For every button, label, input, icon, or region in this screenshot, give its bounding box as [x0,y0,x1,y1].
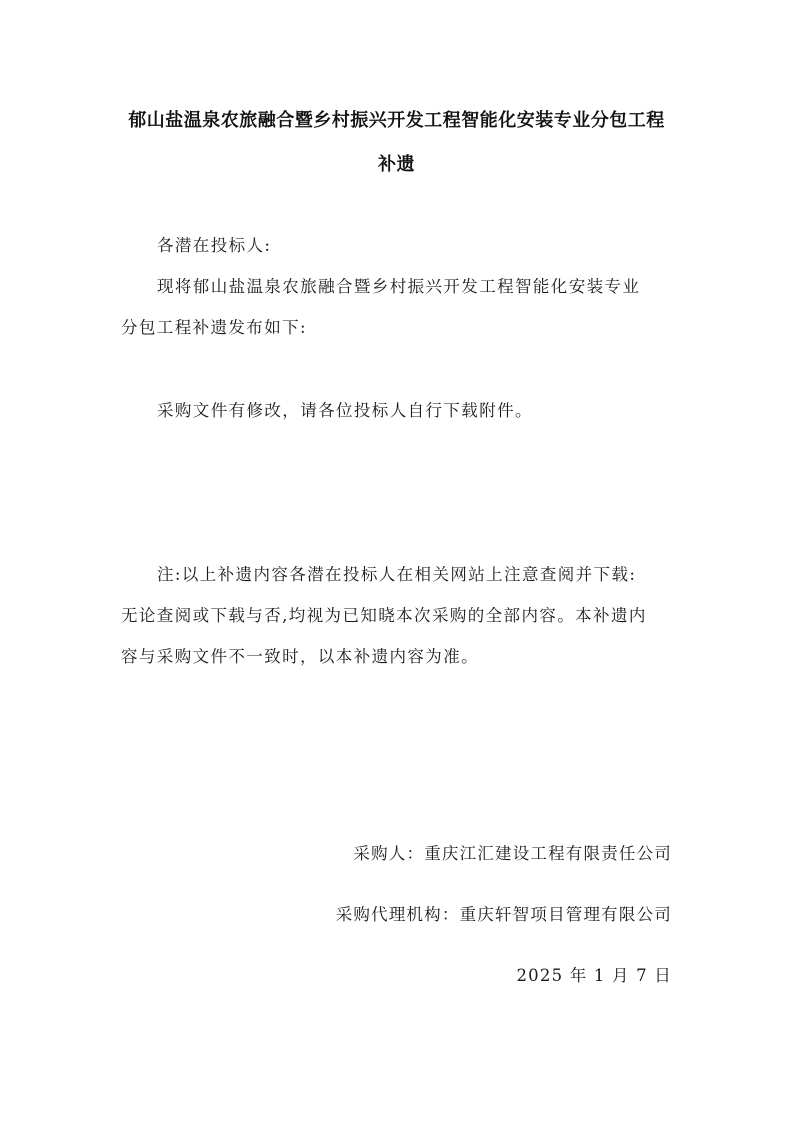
document-title-subtitle: 补遗 [378,154,415,175]
agency-signature: 采购代理机构：重庆轩智项目管理有限公司 [335,905,672,924]
salutation-text: 各潜在投标人: [157,236,272,255]
intro-line: 分包工程补遗发布如下: [121,318,307,337]
intro-line: 现将郁山盐温泉农旅融合暨乡村振兴开发工程智能化安装专业 [157,277,641,296]
salutation [121,225,676,266]
issue-date: 2025 年 1 月 7 日 [516,966,672,985]
note-line: 容与采购文件不一致时，以本补遗内容为准。 [121,647,479,666]
buyer-signature: 采购人：重庆江汇建设工程有限责任公司 [353,844,672,863]
note-paragraph [121,554,676,677]
notice-paragraph [121,390,676,431]
notice-text: 采购文件有修改，请各位投标人自行下载附件。 [157,401,533,420]
document-title: 郁山盐温泉农旅融合暨乡村振兴开发工程智能化安装专业分包工程 [128,110,665,131]
note-line: 注:以上补遗内容各潜在投标人在相关网站上注意查阅并下载: [157,565,637,584]
note-line: 无论查阅或下载与否,均视为已知晓本次采购的全部内容。本补遗内 [121,606,647,625]
intro-paragraph [121,266,676,348]
